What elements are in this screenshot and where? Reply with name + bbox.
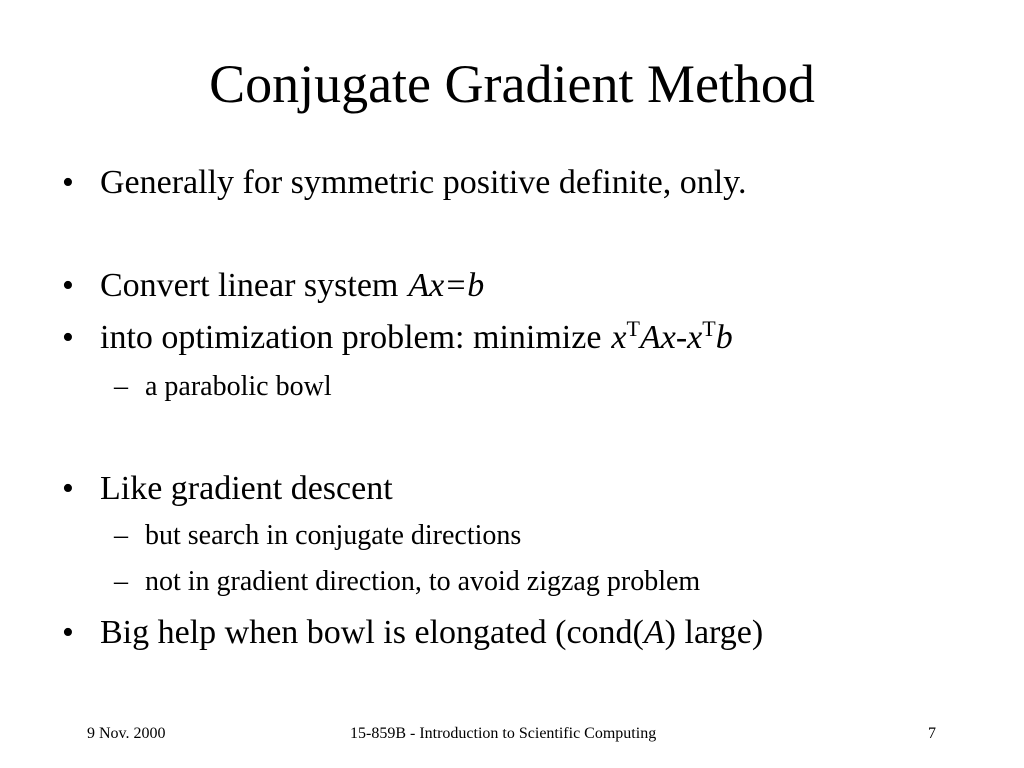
bullet-icon: •	[62, 614, 74, 651]
bullet-text: Convert linear system	[100, 267, 399, 304]
bullet-text-line	[100, 613, 763, 653]
math-var-b: b	[715, 319, 733, 356]
bullet-icon: •	[62, 319, 74, 356]
bullet-icon: •	[62, 470, 74, 507]
footer-course-title: 15-859B - Introduction to Scientific Computing	[350, 725, 657, 742]
bullet-text: into optimization problem: minimize	[100, 319, 602, 356]
bullet-icon: •	[62, 267, 74, 304]
bullet-icon: •	[62, 164, 74, 201]
bullet-text: ) large)	[664, 614, 764, 651]
transpose-superscript: T	[626, 316, 640, 341]
dash-icon: –	[114, 371, 128, 402]
bullet-text: Generally for symmetric positive definite, only.	[100, 164, 747, 201]
math-var-a: A	[643, 614, 665, 651]
sub-bullet-text: but search in conjugate directions	[145, 520, 522, 551]
bullet-text-line	[100, 318, 733, 358]
bullet-text: Like gradient descent	[100, 470, 393, 507]
slide-title: Conjugate Gradient Method	[209, 54, 815, 114]
bullet-text: Big help when bowl is elongated (cond(	[100, 614, 644, 651]
footer-date: 9 Nov. 2000	[87, 725, 166, 742]
equation-ax-b: Ax=b	[408, 267, 485, 304]
transpose-superscript: T	[702, 316, 716, 341]
dash-icon: –	[114, 520, 128, 551]
footer-page-number: 7	[928, 725, 936, 742]
math-var-x: x	[687, 319, 703, 356]
bullet-text-line	[100, 266, 484, 306]
minus-sign: -	[675, 319, 688, 356]
sub-bullet-text: not in gradient direction, to avoid zigzag problem	[145, 566, 701, 597]
quadratic-form-expression	[611, 316, 733, 356]
sub-bullet-text: a parabolic bowl	[145, 371, 332, 402]
dash-icon: –	[114, 566, 128, 597]
math-var-x: x	[611, 319, 627, 356]
math-term-ax: Ax	[639, 319, 676, 356]
